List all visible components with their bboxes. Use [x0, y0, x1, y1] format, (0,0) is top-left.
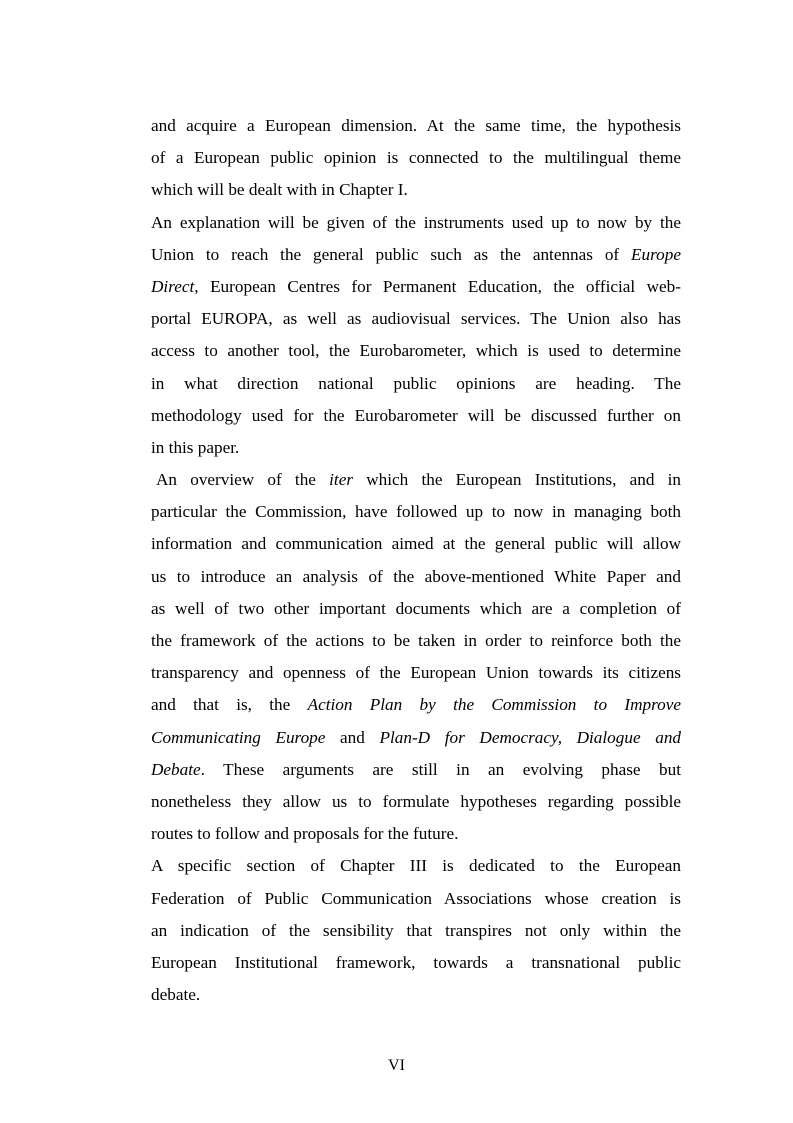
italic-term: iter	[329, 470, 354, 490]
text-line: the framework of the actions to be taken in order to reinforce both the	[151, 631, 681, 650]
text-line: information and communication aimed at the general public will allow	[151, 534, 681, 554]
text-line: debate.	[151, 985, 201, 1005]
italic-term: Europe	[631, 244, 681, 264]
text-line: Direct, European Centres for Permanent Education, the official web-	[151, 276, 681, 296]
text-line: Debate. These arguments are still in an evolving phase but	[151, 759, 681, 779]
italic-term: Direct	[151, 276, 195, 296]
text-line: transparency and openness of the European Union towards its citizens	[151, 663, 681, 683]
text-line: which will be dealt with in Chapter I.	[151, 180, 408, 200]
text-line: particular the Commission, have followed up to now in managing both	[151, 502, 681, 522]
italic-term: Communicating Europe	[151, 727, 326, 747]
text-line: Communicating Europe and Plan-D for Democracy, Dialogue and	[151, 727, 681, 747]
paragraph	[151, 850, 681, 1011]
page-number: VI	[388, 1057, 405, 1074]
text-line: in what direction national public opinions are heading. The	[151, 373, 681, 393]
paragraph	[151, 207, 681, 465]
paragraph	[151, 110, 681, 207]
text-line: European Institutional framework, towards a transnational public	[151, 952, 681, 972]
text-line: and that is, the Action Plan by the Commission to Improve	[151, 695, 681, 715]
text-line: An overview of the iter which the European Institutions, and in	[156, 470, 681, 490]
text-line: A specific section of Chapter III is dedicated to the European	[151, 856, 681, 876]
text-line: portal EUROPA, as well as audiovisual services. The Union also has	[151, 309, 681, 329]
italic-term: Action Plan by the Commission to Improve	[307, 695, 681, 715]
text-line: methodology used for the Eurobarometer will be discussed further on	[151, 405, 681, 425]
paragraph	[151, 464, 681, 850]
text-line: access to another tool, the Eurobarometer, which is used to determine	[151, 341, 681, 361]
text-line: in this paper.	[151, 437, 240, 457]
text-line: an indication of the sensibility that transpires not only within the	[151, 920, 681, 940]
text-line: and acquire a European dimension. At the same time, the hypothesis	[151, 116, 681, 135]
text-line: us to introduce an analysis of the above-mentioned White Paper and	[151, 566, 681, 586]
text-line: nonetheless they allow us to formulate hypotheses regarding possible	[151, 791, 681, 811]
text-line: as well of two other important documents which are a completion of	[151, 598, 681, 618]
body-text	[151, 110, 681, 1011]
text-line: Federation of Public Communication Associations whose creation is	[151, 888, 681, 908]
text-line: of a European public opinion is connected to the multilingual theme	[151, 148, 681, 168]
text-line: Union to reach the general public such as the antennas of Europe	[151, 244, 681, 264]
italic-term: Plan-D for Democracy, Dialogue and	[379, 727, 681, 747]
italic-term: Debate	[151, 759, 201, 779]
text-line: An explanation will be given of the instruments used up to now by the	[151, 212, 681, 232]
text-line: routes to follow and proposals for the future.	[151, 824, 459, 844]
